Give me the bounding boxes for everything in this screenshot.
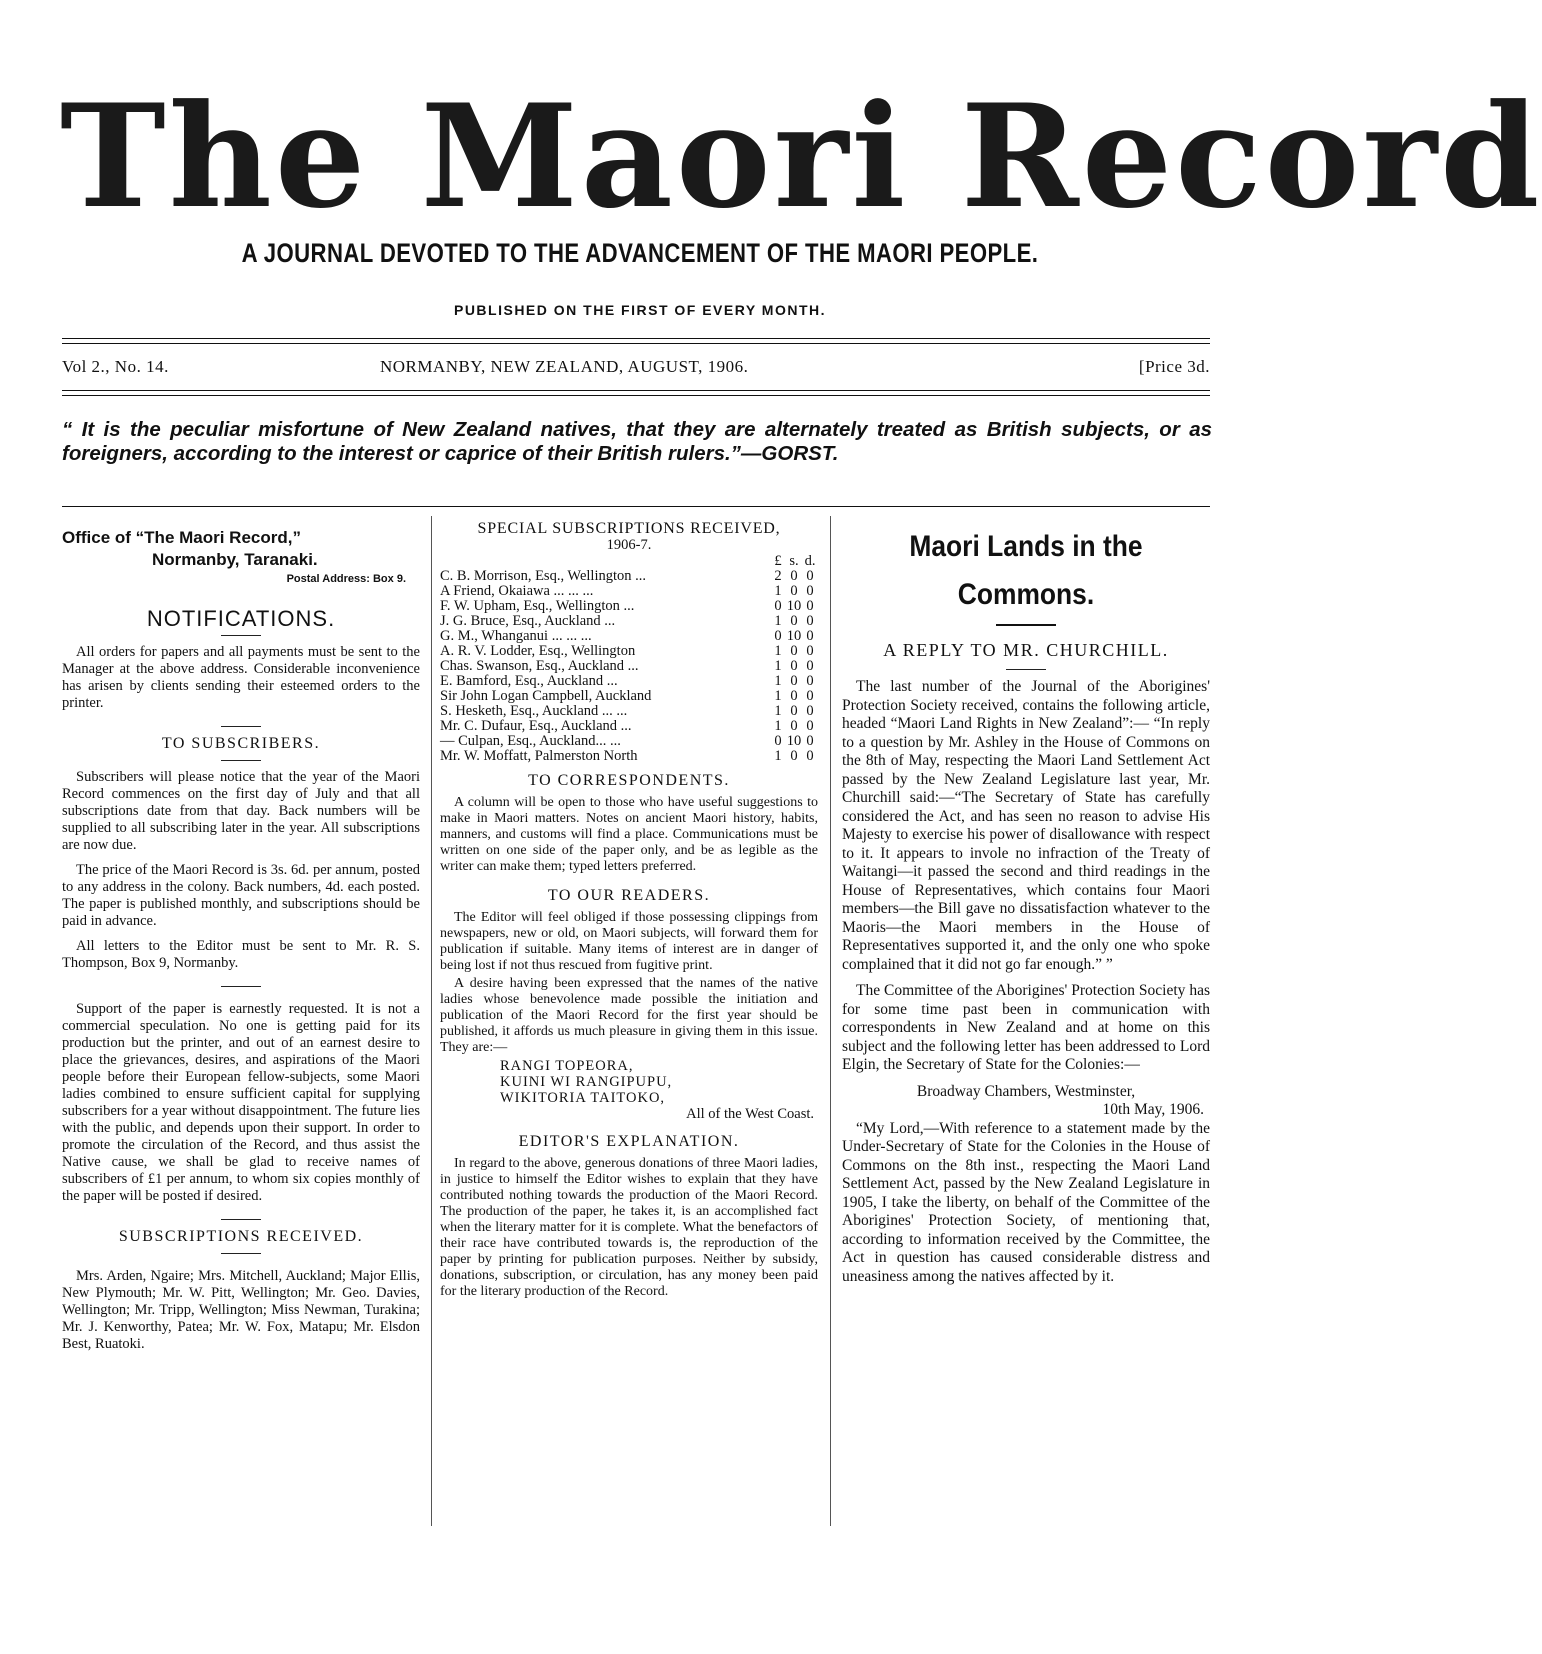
- table-row: [440, 674, 818, 689]
- table-row: [440, 614, 818, 629]
- notifications-heading: NOTIFICATIONS.: [146, 606, 336, 631]
- currency-header-row: [440, 554, 818, 569]
- subscriber-name: Mr. C. Dufaur, Esq., Auckland ...: [440, 718, 632, 734]
- publication-frequency: PUBLISHED ON THE FIRST OF EVERY MONTH.: [453, 302, 827, 318]
- pounds-cell: 1: [774, 703, 782, 719]
- correspondents-text: A column will be open to those who have useful suggestions to make in Maori matters. Notes on ancient Maori history, habits, manners, and customs will find a place. Communications must be written on one side of the paper only, and be as legible as the writer can make them; typed letters preferred.: [440, 795, 818, 874]
- issue-rule-double: [62, 395, 1210, 396]
- pounds-cell: 1: [774, 583, 782, 599]
- motto-quote: “ It is the peculiar misfortune of New Zealand natives, that they are alternately treated as British subjects, or as foreigners, according to the interest or caprice of their British rulers.”—GORST.: [62, 418, 1212, 465]
- to-subscribers-heading: TO SUBSCRIBERS.: [161, 735, 321, 752]
- table-row: [440, 629, 818, 644]
- shillings-cell: 10: [786, 733, 802, 749]
- table-row: [440, 644, 818, 659]
- table-row: [440, 734, 818, 749]
- subscriber-name: E. Bamford, Esq., Auckland ...: [440, 673, 618, 689]
- table-row: [440, 584, 818, 599]
- pounds-cell: 0: [774, 733, 782, 749]
- subscriber-name: C. B. Morrison, Esq., Wellington ...: [440, 568, 647, 584]
- price: [Price 3d.: [1138, 357, 1210, 376]
- column-divider: [830, 516, 831, 1526]
- shillings-cell: 0: [790, 658, 798, 674]
- special-subscriptions-heading: SPECIAL SUBSCRIPTIONS RECEIVED,: [477, 520, 781, 537]
- pounds-header: £: [774, 553, 782, 569]
- subscriber-name: A Friend, Okaiawa ... ... ...: [440, 583, 594, 599]
- pence-cell: 0: [806, 733, 814, 749]
- short-rule: [221, 760, 261, 761]
- notifications-text: All orders for papers and all payments must be sent to the Manager at the above address. Considerable inconvenience has arisen by clients sending their esteemed orders to the printer.: [62, 644, 420, 711]
- journal-subtitle: A JOURNAL DEVOTED TO THE ADVANCEMENT OF THE MAORI PEOPLE.: [241, 238, 1039, 268]
- issue-line: [62, 357, 1210, 383]
- middle-column: [440, 520, 818, 1308]
- table-row: [440, 689, 818, 704]
- pence-cell: 0: [806, 658, 814, 674]
- short-rule: [221, 986, 261, 987]
- short-rule: [996, 624, 1056, 626]
- pounds-cell: 1: [774, 613, 782, 629]
- subscriptions-received-heading: SUBSCRIPTIONS RECEIVED.: [118, 1228, 364, 1245]
- office-location: Normanby, Taranaki.: [152, 550, 318, 569]
- pence-cell: 0: [806, 748, 814, 764]
- subscriber-name: Mr. W. Moffatt, Palmerston North: [440, 748, 638, 764]
- shillings-cell: 0: [790, 673, 798, 689]
- pence-cell: 0: [806, 583, 814, 599]
- right-column: [842, 528, 1210, 1294]
- table-row: [440, 599, 818, 614]
- top-rule: [62, 338, 1210, 339]
- shillings-cell: 0: [790, 748, 798, 764]
- postal-address: Postal Address: Box 9.: [286, 573, 406, 585]
- subscriber-name: G. M., Whanganui ... ... ...: [440, 628, 592, 644]
- pence-cell: 0: [806, 673, 814, 689]
- subscriber-name: S. Hesketh, Esq., Auckland ... ...: [440, 703, 628, 719]
- shillings-cell: 0: [790, 703, 798, 719]
- short-rule: [221, 635, 261, 636]
- pence-cell: 0: [806, 598, 814, 614]
- short-rule: [221, 726, 261, 727]
- support-text: Support of the paper is earnestly requested. It is not a commercial speculation. No one is getting paid for its production but the printer, and out of an earnest desire to place the grievances, desires, and aspirations of the Maori people before their European fellow-subjects, some Maori ladies combined to ensure sufficient capital for supplying subscribers for a year without disappointment. The future lies with the public, and depends upon their support. In order to promote the circulation of the Record, and thus assist the Native cause, we shall be glad to receive names of subscribers of £1 per annum, to whom six copies monthly of the paper will be posted if desired.: [62, 1001, 420, 1204]
- table-row: [440, 659, 818, 674]
- shillings-cell: 0: [790, 613, 798, 629]
- pence-cell: 0: [806, 703, 814, 719]
- shillings-cell: 0: [790, 568, 798, 584]
- pounds-cell: 1: [774, 658, 782, 674]
- subscriber-name: J. G. Bruce, Esq., Auckland ...: [440, 613, 616, 629]
- pence-cell: 0: [806, 688, 814, 704]
- pence-cell: 0: [806, 568, 814, 584]
- readers-paragraph: A desire having been expressed that the names of the native ladies whose benevolence made possible the initiation and publication of the Maori Record for the first year should be published, it affords us much pleasure in giving them in this issue. They are:—: [440, 976, 818, 1055]
- dateline: NORMANBY, NEW ZEALAND, AUGUST, 1906.: [380, 357, 749, 376]
- benefactor-name: RANGI TOPEORA,: [500, 1058, 634, 1074]
- pence-cell: 0: [806, 628, 814, 644]
- correspondents-heading: TO CORRESPONDENTS.: [528, 772, 730, 789]
- article-heading: Maori Lands in the: [909, 530, 1143, 563]
- pounds-cell: 1: [774, 673, 782, 689]
- short-rule: [221, 1253, 261, 1254]
- pounds-cell: 1: [774, 688, 782, 704]
- subscriptions-received-list: Mrs. Arden, Ngaire; Mrs. Mitchell, Auckland; Major Ellis, New Plymouth; Mr. W. Pitt, Wellington; Mr. Geo. Davies, Wellington; Mr. Tripp, Wellington; Miss Newman, Turakina; Mr. J. Kenworthy, Patea; Mr. W. Fox, Matapu; Mr. Elsdon Best, Ruatoki.: [62, 1268, 420, 1352]
- table-row: [440, 749, 818, 764]
- shillings-cell: 0: [790, 718, 798, 734]
- benefactor-name: KUINI WI RANGIPUPU,: [500, 1074, 673, 1090]
- subscribers-paragraph: The price of the Maori Record is 3s. 6d. per annum, posted to any address in the colony. Back numbers, 4d. each posted. The paper is published monthly, and subscriptions should be paid in advance.: [62, 862, 420, 929]
- top-rule-double: [62, 343, 1210, 344]
- short-rule: [1006, 669, 1046, 670]
- pounds-cell: 0: [774, 628, 782, 644]
- table-row: [440, 719, 818, 734]
- shillings-cell: 10: [786, 598, 802, 614]
- table-row: [440, 704, 818, 719]
- left-column: [62, 527, 420, 1361]
- pence-header: d.: [804, 553, 816, 569]
- pounds-cell: 1: [774, 718, 782, 734]
- subscriber-name: Chas. Swanson, Esq., Auckland ...: [440, 658, 639, 674]
- subscriber-name: Sir John Logan Campbell, Auckland: [440, 688, 652, 704]
- shillings-cell: 0: [790, 643, 798, 659]
- pence-cell: 0: [806, 718, 814, 734]
- explanation-text: In regard to the above, generous donations of three Maori ladies, in justice to himself the Editor wishes to explain that they have contributed nothing towards the production of the Maori Record. The production of the paper, he takes it, is an accomplished fact when the literary matter for it is complete. What the benefactors of their race have contributed towards is, the reproduction of the paper by printing for publication purposes. Neither by subsidy, donations, subscription, or circulation, has any money been paid for the literary production of the Record.: [440, 1156, 818, 1299]
- special-subscriptions-year: 1906-7.: [606, 537, 652, 553]
- shillings-header: s.: [789, 553, 799, 569]
- benefactors-location: All of the West Coast.: [686, 1106, 814, 1122]
- article-paragraph: The last number of the Journal of the Aborigines' Protection Society received, contains the following article, headed “Maori Land Rights in New Zealand”:— “In reply to a question by Mr. Ashley in the House of Commons on the 8th of May, respecting the Maori Land Settlement Act passed by the New Zealand Legislature last year, Mr. Churchill said:—“The Secretary of State has carefully considered the Act, and has seen no reason to advise His Majesty to exercise his power of disallowance with respect to it. It appears to invole no infraction of the Treaty of Waitangi—it passed the second and third readings in the House of Representatives, which contains four Maori members—the Bill gave no dissatisfaction whatever to the Maoris—the Maori members in the House of Representatives supported it, and the only one who spoke complained that it did not go far enough.” ”: [842, 678, 1210, 973]
- pounds-cell: 0: [774, 598, 782, 614]
- subscribers-paragraph: Subscribers will please notice that the year of the Maori Record commences on the first day of July and that all subscriptions date from that day. Back numbers will be supplied to all subscribing later in the year. All subscriptions are now due.: [62, 769, 420, 853]
- readers-heading: TO OUR READERS.: [547, 887, 711, 904]
- pounds-cell: 1: [774, 643, 782, 659]
- reply-heading: A REPLY TO MR. CHURCHILL.: [883, 640, 1169, 660]
- special-subscriptions-table: [440, 554, 818, 764]
- pence-cell: 0: [806, 643, 814, 659]
- masthead-title: The Maori Record: [60, 74, 1542, 240]
- pence-cell: 0: [806, 613, 814, 629]
- subscribers-paragraph: All letters to the Editor must be sent to Mr. R. S. Thompson, Box 9, Normanby.: [62, 938, 420, 971]
- volume-number: Vol 2., No. 14.: [62, 357, 169, 376]
- article-heading-line2: Commons.: [957, 578, 1095, 611]
- explanation-heading: EDITOR'S EXPLANATION.: [518, 1133, 740, 1150]
- shillings-cell: 0: [790, 583, 798, 599]
- pounds-cell: 2: [774, 568, 782, 584]
- column-divider: [431, 516, 432, 1526]
- article-paragraph: “My Lord,—With reference to a statement made by the Under-Secretary of State for the Colonies in the House of Commons on the 8th inst., respecting the Maori Land Settlement Act, passed by the New Zealand Legislature in 1905, I take the liberty, on behalf of the Committee of the Aborigines' Protection Society, of mentioning that, according to information received by the Committee, the Act in question has caused considerable distress and uneasiness among the natives affected by it.: [842, 1119, 1210, 1285]
- shillings-cell: 0: [790, 688, 798, 704]
- article-paragraph: The Committee of the Aborigines' Protection Society has for some time past been in communication with correspondents in New Zealand and at home on this subject and the following letter has been addressed to Lord Elgin, the Secretary of State for the Colonies:—: [842, 982, 1210, 1073]
- motto-rule: [62, 506, 1210, 507]
- benefactors-list: [440, 1058, 818, 1106]
- shillings-cell: 10: [786, 628, 802, 644]
- short-rule: [221, 1219, 261, 1220]
- letter-address: Broadway Chambers, Westminster,: [916, 1082, 1136, 1100]
- benefactor-name: WIKITORIA TAITOKO,: [500, 1090, 666, 1106]
- issue-rule: [62, 390, 1210, 391]
- subscriber-name: — Culpan, Esq., Auckland... ...: [440, 733, 621, 749]
- subscriber-name: A. R. V. Lodder, Esq., Wellington: [440, 643, 636, 659]
- pounds-cell: 1: [774, 748, 782, 764]
- readers-paragraph: The Editor will feel obliged if those possessing clippings from newspapers, new or old, on Maori subjects, will forward them for publication if suitable. Many items of interest are in danger of being lost if not thus rescued from fugitive print.: [440, 910, 818, 973]
- office-line: Office of “The Maori Record,”: [62, 528, 301, 547]
- table-row: [440, 569, 818, 584]
- subscriber-name: F. W. Upham, Esq., Wellington ...: [440, 598, 635, 614]
- letter-date: 10th May, 1906.: [1102, 1101, 1204, 1118]
